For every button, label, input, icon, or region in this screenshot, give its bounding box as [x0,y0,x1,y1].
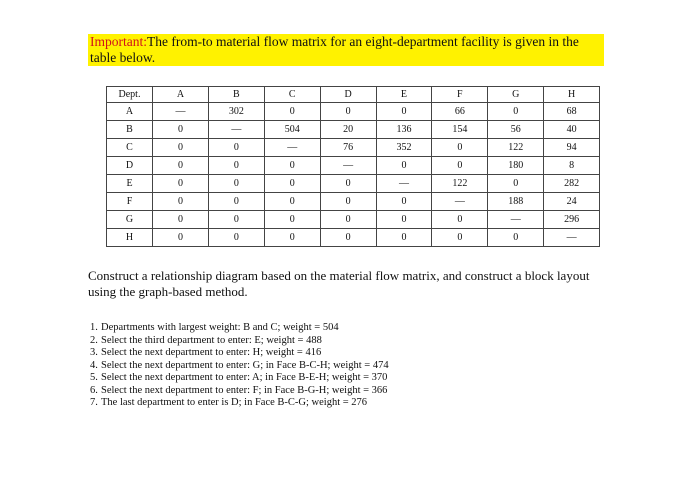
flow-value-cell: 0 [208,157,264,175]
flow-value-cell: 68 [544,103,600,121]
flow-value-cell: 188 [488,193,544,211]
flow-value-cell: 296 [544,211,600,229]
flow-value-cell: — [320,157,376,175]
step-number: 1. [90,322,98,333]
flow-value-cell: 0 [488,175,544,193]
step-text: Select the next department to enter: G; in Face B-C-H; weight = 474 [101,359,389,371]
flow-value-cell: 0 [432,139,488,157]
flow-value-cell: — [432,193,488,211]
list-item [90,347,389,360]
list-item [90,397,389,410]
header-cell: E [376,87,432,103]
flow-value-cell: 0 [208,139,264,157]
intro-paragraph [88,34,604,66]
flow-value-cell: 0 [432,229,488,247]
header-cell: F [432,87,488,103]
flow-value-cell: 122 [488,139,544,157]
table-row [107,175,600,193]
step-number: 4. [90,359,98,371]
step-number: 2. [90,334,98,346]
flow-value-cell: 0 [153,175,209,193]
row-label-cell: G [107,211,153,229]
flow-value-cell: 94 [544,139,600,157]
flow-value-cell: 0 [320,229,376,247]
flow-value-cell: 0 [208,193,264,211]
flow-value-cell: 20 [320,121,376,139]
flow-value-cell: 504 [264,121,320,139]
important-label: Important: [90,34,147,49]
table-row [107,103,600,121]
table-row [107,193,600,211]
header-cell: Dept. [107,87,153,103]
flow-value-cell: 56 [488,121,544,139]
step-number: 6. [90,384,98,396]
solution-steps-list [90,322,389,410]
flow-value-cell: 0 [153,211,209,229]
flow-value-cell: — [264,139,320,157]
flow-value-cell: 180 [488,157,544,175]
flow-value-cell: 40 [544,121,600,139]
table-row [107,157,600,175]
flow-value-cell: 24 [544,193,600,211]
task-prompt: Construct a relationship diagram based on the material flow matrix, and construct a block layout using the graph-based method. [88,268,590,299]
list-item [90,335,389,348]
flow-value-cell: 0 [153,157,209,175]
flow-value-cell: 0 [264,157,320,175]
row-label-cell: A [107,103,153,121]
step-number: 7. [90,397,98,408]
header-cell: A [153,87,209,103]
table-row [107,211,600,229]
step-number: 5. [90,372,98,383]
flow-value-cell: 0 [320,193,376,211]
flow-value-cell: — [153,103,209,121]
row-label-cell: C [107,139,153,157]
flow-value-cell: 0 [264,229,320,247]
table-body [107,103,600,247]
flow-value-cell: 0 [376,193,432,211]
header-cell: G [488,87,544,103]
flow-value-cell: 0 [376,103,432,121]
flow-value-cell: 302 [208,103,264,121]
flow-value-cell: — [208,121,264,139]
flow-value-cell: 0 [208,175,264,193]
row-label-cell: E [107,175,153,193]
flow-value-cell: 0 [264,103,320,121]
step-text: The last department to enter is D; in Face B-C-G; weight = 276 [101,397,368,408]
flow-value-cell: 0 [376,211,432,229]
flow-value-cell: 0 [376,157,432,175]
row-label-cell: D [107,157,153,175]
flow-value-cell: — [544,229,600,247]
flow-value-cell: 122 [432,175,488,193]
flow-value-cell: 76 [320,139,376,157]
row-label-cell: F [107,193,153,211]
step-text: Departments with largest weight: B and C; weight = 504 [101,322,339,333]
list-item [90,360,389,373]
list-item [90,385,389,398]
table-header-row [107,87,600,103]
header-cell: C [264,87,320,103]
flow-matrix-container [106,86,600,256]
step-text: Select the next department to enter: F; in Face B-G-H; weight = 366 [101,384,388,396]
flow-value-cell: 136 [376,121,432,139]
flow-value-cell: 0 [153,193,209,211]
flow-value-cell: 352 [376,139,432,157]
flow-value-cell: 0 [432,157,488,175]
flow-value-cell: 154 [432,121,488,139]
flow-value-cell: — [376,175,432,193]
flow-value-cell: — [488,211,544,229]
header-cell: H [544,87,600,103]
header-cell: B [208,87,264,103]
intro-text: The from-to material flow matrix for an eight-department facility is given in the table below. [90,34,579,65]
step-text: Select the next department to enter: A; in Face B-E-H; weight = 370 [101,372,388,383]
flow-value-cell: 0 [208,211,264,229]
flow-value-cell: 0 [320,175,376,193]
step-text: Select the next department to enter: H; weight = 416 [101,347,322,358]
flow-value-cell: 0 [264,175,320,193]
header-cell: D [320,87,376,103]
flow-value-cell: 0 [208,229,264,247]
list-item [90,322,389,335]
table-row [107,139,600,157]
flow-value-cell: 0 [320,211,376,229]
flow-value-cell: 0 [264,211,320,229]
step-number: 3. [90,347,98,358]
flow-value-cell: 0 [488,229,544,247]
flow-value-cell: 66 [432,103,488,121]
flow-value-cell: 0 [153,229,209,247]
flow-value-cell: 8 [544,157,600,175]
row-label-cell: B [107,121,153,139]
flow-value-cell: 282 [544,175,600,193]
flow-value-cell: 0 [376,229,432,247]
flow-matrix-table [106,86,600,247]
flow-value-cell: 0 [320,103,376,121]
row-label-cell: H [107,229,153,247]
list-item [90,372,389,385]
table-row [107,229,600,247]
flow-value-cell: 0 [264,193,320,211]
flow-value-cell: 0 [488,103,544,121]
step-text: Select the third department to enter: E; weight = 488 [101,334,322,346]
flow-value-cell: 0 [153,139,209,157]
flow-value-cell: 0 [153,121,209,139]
flow-value-cell: 0 [432,211,488,229]
table-row [107,121,600,139]
